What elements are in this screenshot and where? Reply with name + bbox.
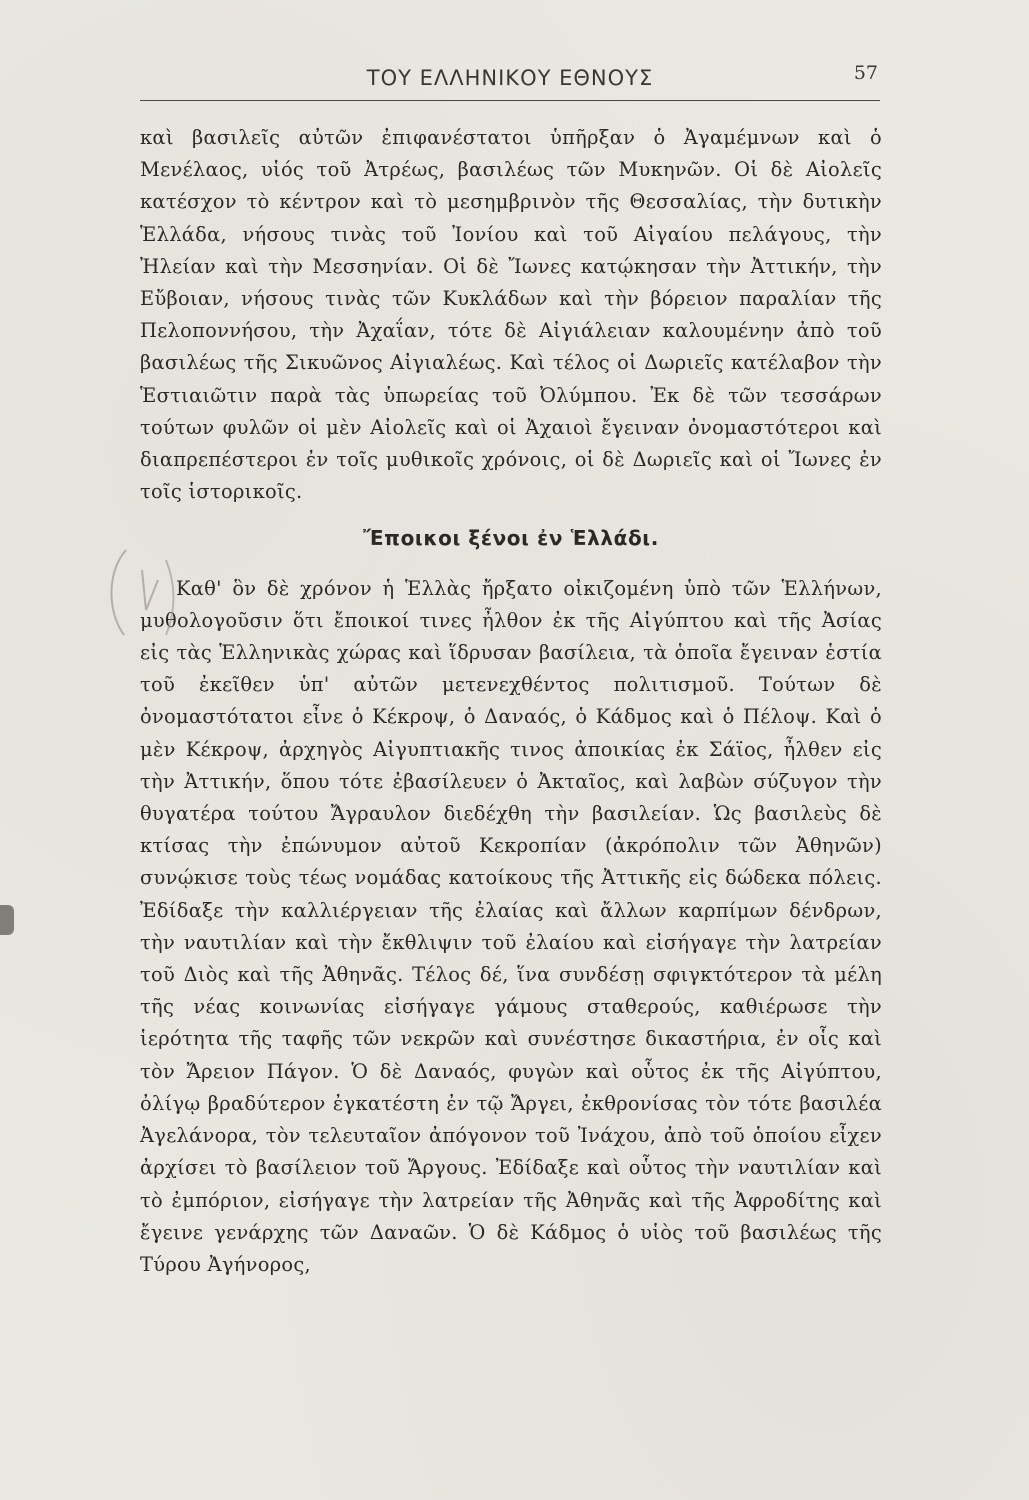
body-text	[140, 122, 882, 1281]
running-head	[140, 60, 880, 100]
pencil-annotation-mark	[96, 540, 188, 650]
running-title: ΤΟΥ ΕΛΛΗΝΙΚΟΥ ΕΘΝΟΥΣ	[366, 66, 654, 90]
margin-stain	[0, 905, 14, 935]
section-heading: Ἔποικοι ξένοι ἐν Ἑλλάδι.	[363, 526, 659, 551]
paragraph-tribes: καὶ βασιλεῖς αὐτῶν ἐπιφανέστατοι ὑπῆρξαν ὁ Ἀγαμέμνων καὶ ὁ Μενέλαος, υἱός τοῦ Ἀτρέως, βασιλέως τῶν Μυκηνῶν. Οἱ δὲ Αἰολεῖς κατέσχον τὸ κέντρον καὶ τὸ μεσημβρινὸν τῆς Θεσσαλίας, τὴν δυτικὴν Ἑλλάδα, νήσους τινὰς τοῦ Ἰονίου καὶ τοῦ Αἰγαίου πελάγους, τὴν Ἠλείαν καὶ τὴν Μεσσηνίαν. Οἱ δὲ Ἴωνες κατῴκησαν τὴν Ἀττικήν, τὴν Εὔβοιαν, νήσους τινὰς τῶν Κυκλάδων καὶ τὴν βόρειον παραλίαν τῆς Πελοποννήσου, τὴν Ἀχαΐαν, τότε δὲ Αἰγιάλειαν καλουμένην ἀπὸ τοῦ βασιλέως τῆς Σικυῶνος Αἰγιαλέως. Καὶ τέλος οἱ Δωριεῖς κατέλαβον τὴν Ἑστιαιῶτιν παρὰ τὰς ὑπωρείας τοῦ Ὀλύμπου. Ἐκ δὲ τῶν τεσσάρων τούτων φυλῶν οἱ μὲν Αἰολεῖς καὶ οἱ Ἀχαιοὶ ἔγειναν ὀνομαστότεροι καὶ διαπρεπέστεροι ἐν τοῖς μυθικοῖς χρόνοις, οἱ δὲ Δωριεῖς καὶ οἱ Ἴωνες ἐν τοῖς ἱστορικοῖς.	[140, 126, 882, 504]
page-number: 57	[853, 62, 878, 84]
header-rule	[140, 100, 880, 101]
paragraph-settlers: Καθ' ὃν δὲ χρόνον ἡ Ἑλλὰς ἤρξατο οἰκιζομένη ὑπὸ τῶν Ἑλλήνων, μυθολογοῦσιν ὅτι ἔποικοί τινες ἦλθον ἐκ τῆς Αἰγύπτου καὶ τῆς Ἀσίας εἰς τὰς Ἑλληνικὰς χώρας καὶ ἵδρυσαν βασίλεια, τὰ ὁποῖα ἔγειναν ἑστία τοῦ ἐκεῖθεν ὑπ' αὐτῶν μετενεχθέντος πολιτισμοῦ. Τούτων δὲ ὀνομαστότατοι εἶνε ὁ Κέκροψ, ὁ Δαναός, ὁ Κάδμος καὶ ὁ Πέλοψ. Καὶ ὁ μὲν Κέκροψ, ἀρχηγὸς Αἰγυπτιακῆς τινος ἀποικίας ἐκ Σάϊος, ἦλθεν εἰς τὴν Ἀττικήν, ὅπου τότε ἐβασίλευεν ὁ Ἀκταῖος, καὶ λαβὼν σύζυγον τὴν θυγατέρα τούτου Ἄγραυλον διεδέχθη τὴν βασιλείαν. Ὡς βασιλεὺς δὲ κτίσας τὴν ἐπώνυμον αὐτοῦ Κεκροπίαν (ἀκρόπολιν τῶν Ἀθηνῶν) συνῴκισε τοὺς τέως νομάδας κατοίκους τῆς Ἀττικῆς εἰς δώδεκα πόλεις. Ἐδίδαξε τὴν καλλιέργειαν τῆς ἐλαίας καὶ ἄλλων καρπίμων δένδρων, τὴν ναυτιλίαν καὶ τὴν ἔκθλιψιν τοῦ ἐλαίου καὶ εἰσήγαγε τὴν λατρείαν τοῦ Διὸς καὶ τῆς Ἀθηνᾶς. Τέλος δέ, ἵνα συνδέσῃ σφιγκτότερον τὰ μέλη τῆς νέας κοινωνίας εἰσήγαγε γάμους σταθερούς, καθιέρωσε τὴν ἱερότητα τῆς ταφῆς τῶν νεκρῶν καὶ συνέστησε δικαστήρια, ἐν οἷς καὶ τὸν Ἄρειον Πάγον. Ὁ δὲ Δαναός, φυγὼν καὶ οὗτος ἐκ τῆς Αἰγύπτου, ὀλίγῳ βραδύτερον ἐγκατέστη ἐν τῷ Ἄργει, ἐκθρονίσας τὸν τότε βασιλέα Ἀγελάνορα, τὸν τελευταῖον ἀπόγονον τοῦ Ἰνάχου, ἀπὸ τοῦ ὁποίου εἶχεν ἀρχίσει τὸ βασίλειον τοῦ Ἄργους. Ἐδίδαξε καὶ οὗτος τὴν ναυτιλίαν καὶ τὸ ἐμπόριον, εἰσήγαγε τὴν λατρείαν τῆς Ἀθηνᾶς καὶ τῆς Ἀφροδίτης καὶ ἔγεινε γενάρχης τῶν Δαναῶν. Ὁ δὲ Κάδμος ὁ υἱὸς τοῦ βασιλέως τῆς Τύρου Ἀγήνορος,	[140, 576, 882, 1276]
